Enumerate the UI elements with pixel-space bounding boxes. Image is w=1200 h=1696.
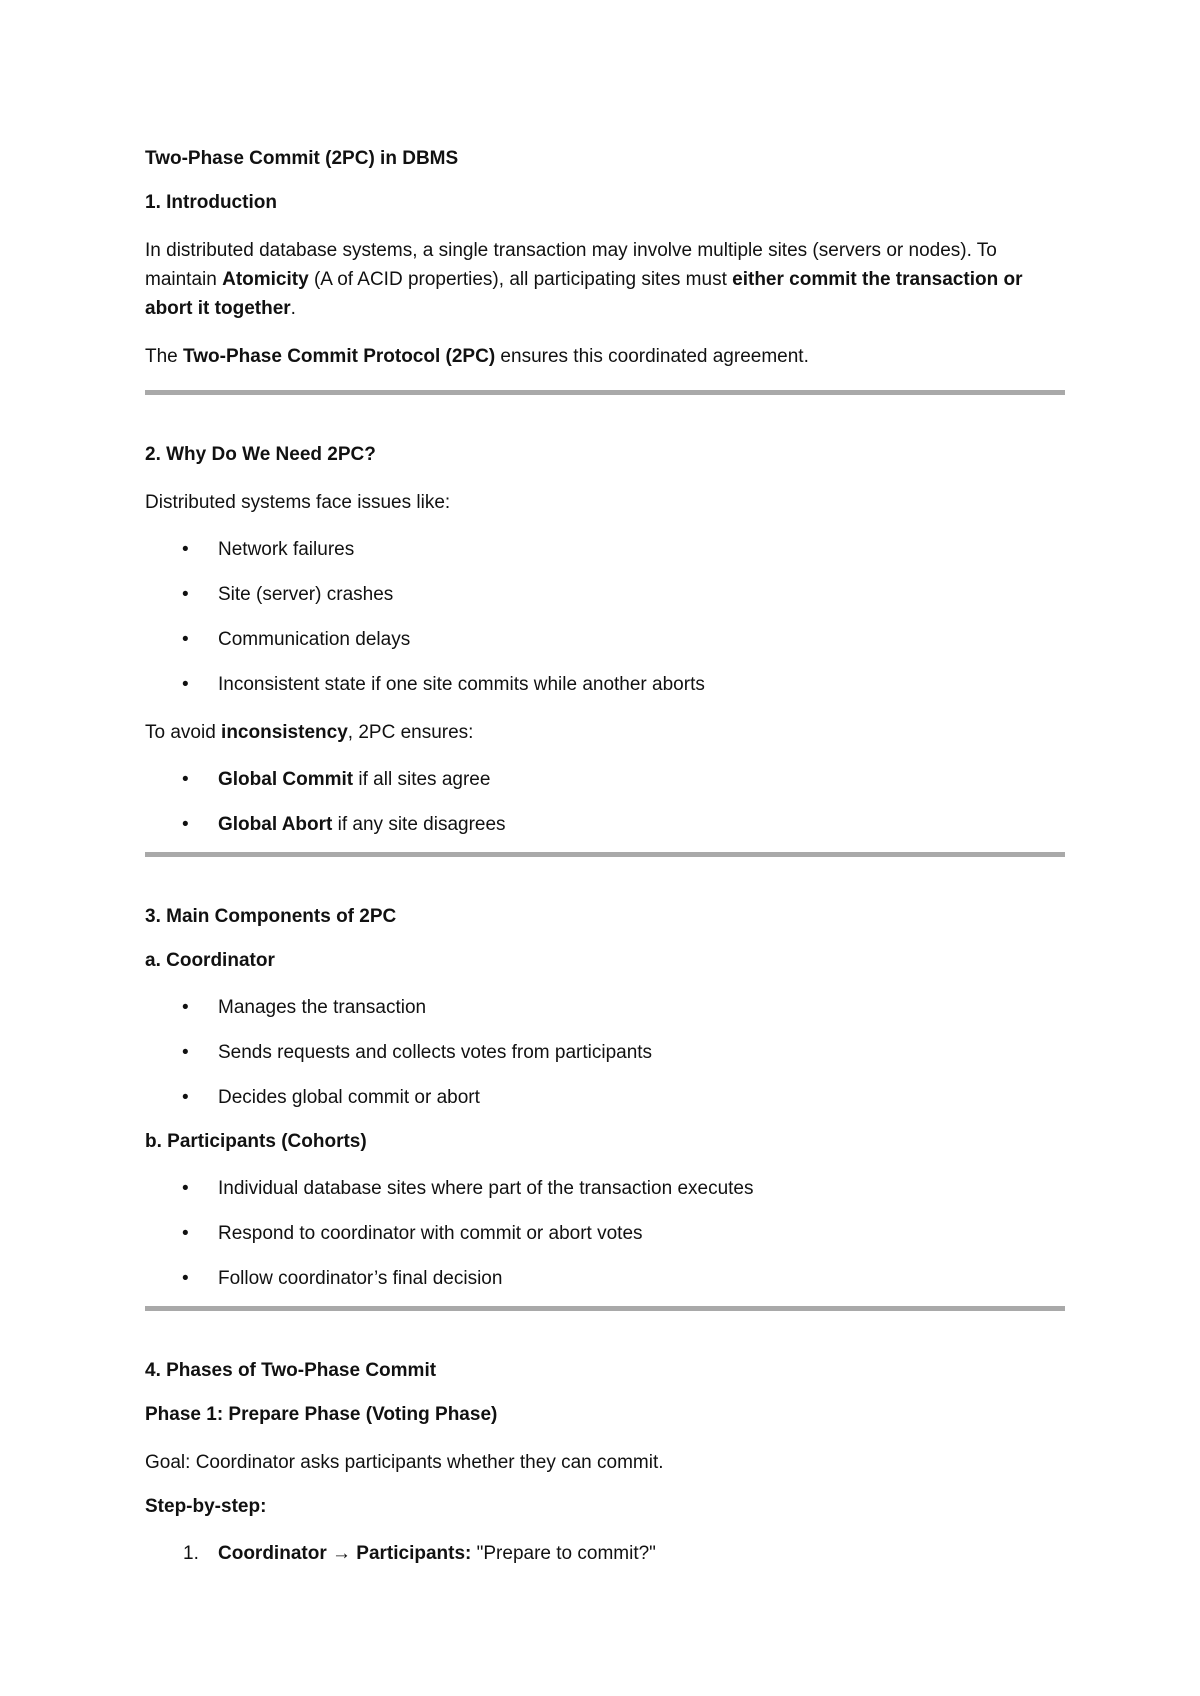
commit-or-abort-phrase: either commit the transaction or abort it together: [145, 269, 1023, 319]
list-item: 1. Coordinator → Participants: "Prepare to commit?": [145, 1540, 1065, 1567]
list-item: • Site (server) crashes: [145, 581, 1065, 608]
bullet-icon: •: [182, 1178, 189, 1199]
participants-heading: b. Participants (Cohorts): [145, 1131, 367, 1152]
coordinator-list: [145, 994, 1065, 1111]
section-divider: [145, 852, 1065, 857]
bullet-icon: •: [182, 1042, 189, 1063]
list-item: • Respond to coordinator with commit or abort votes: [145, 1220, 1065, 1247]
list-item: • Decides global commit or abort: [145, 1084, 1065, 1111]
list-item: • Follow coordinator’s final decision: [145, 1265, 1065, 1292]
participants-list: [145, 1175, 1065, 1292]
ensures-list: [145, 766, 1065, 838]
inconsistency-term: inconsistency: [221, 722, 348, 743]
list-item: • Network failures: [145, 536, 1065, 563]
bullet-icon: •: [182, 584, 189, 605]
section-2-heading: 2. Why Do We Need 2PC?: [145, 444, 376, 465]
bullet-icon: •: [182, 539, 189, 560]
bullet-icon: •: [182, 629, 189, 650]
bullet-icon: •: [182, 1223, 189, 1244]
section-1-heading: 1. Introduction: [145, 192, 277, 213]
steps-label: Step-by-step:: [145, 1496, 267, 1517]
bullet-icon: •: [182, 769, 189, 790]
section-divider: [145, 390, 1065, 395]
document-body: [145, 148, 1065, 1567]
list-item: • Global Commit if all sites agree: [145, 766, 1065, 793]
coordinator-heading: a. Coordinator: [145, 950, 275, 971]
issues-list: [145, 536, 1065, 698]
steps-list: [145, 1540, 1065, 1567]
phase-1-heading: Phase 1: Prepare Phase (Voting Phase): [145, 1404, 498, 1425]
intro-paragraph: In distributed database systems, a single transaction may involve multiple sites (servers or nodes). To maintain Atomicity (A of ACID properties), all participating sites must either commit the transaction or abort it together.: [145, 240, 1023, 319]
avoid-paragraph: To avoid inconsistency, 2PC ensures:: [145, 722, 474, 743]
goal-paragraph: Goal: Coordinator asks participants whether they can commit.: [145, 1452, 664, 1473]
section-3-heading: 3. Main Components of 2PC: [145, 906, 397, 927]
list-item: • Individual database sites where part of the transaction executes: [145, 1175, 1065, 1202]
list-item: • Inconsistent state if one site commits while another aborts: [145, 671, 1065, 698]
section-divider: [145, 1306, 1065, 1311]
protocol-paragraph: The Two-Phase Commit Protocol (2PC) ensures this coordinated agreement.: [145, 346, 809, 367]
list-item: • Sends requests and collects votes from participants: [145, 1039, 1065, 1066]
atomicity-term: Atomicity: [222, 269, 309, 290]
bullet-icon: •: [182, 1087, 189, 1108]
bullet-icon: •: [182, 1268, 189, 1289]
list-item: • Communication delays: [145, 626, 1065, 653]
bullet-icon: •: [182, 674, 189, 695]
section-4-heading: 4. Phases of Two-Phase Commit: [145, 1360, 437, 1381]
step-number: 1.: [183, 1543, 199, 1564]
list-item: • Global Abort if any site disagrees: [145, 811, 1065, 838]
document-title: Two-Phase Commit (2PC) in DBMS: [145, 148, 459, 169]
list-item: • Manages the transaction: [145, 994, 1065, 1021]
protocol-term: Two-Phase Commit Protocol (2PC): [183, 346, 496, 367]
bullet-icon: •: [182, 814, 189, 835]
bullet-icon: •: [182, 997, 189, 1018]
issues-intro: Distributed systems face issues like:: [145, 492, 451, 513]
